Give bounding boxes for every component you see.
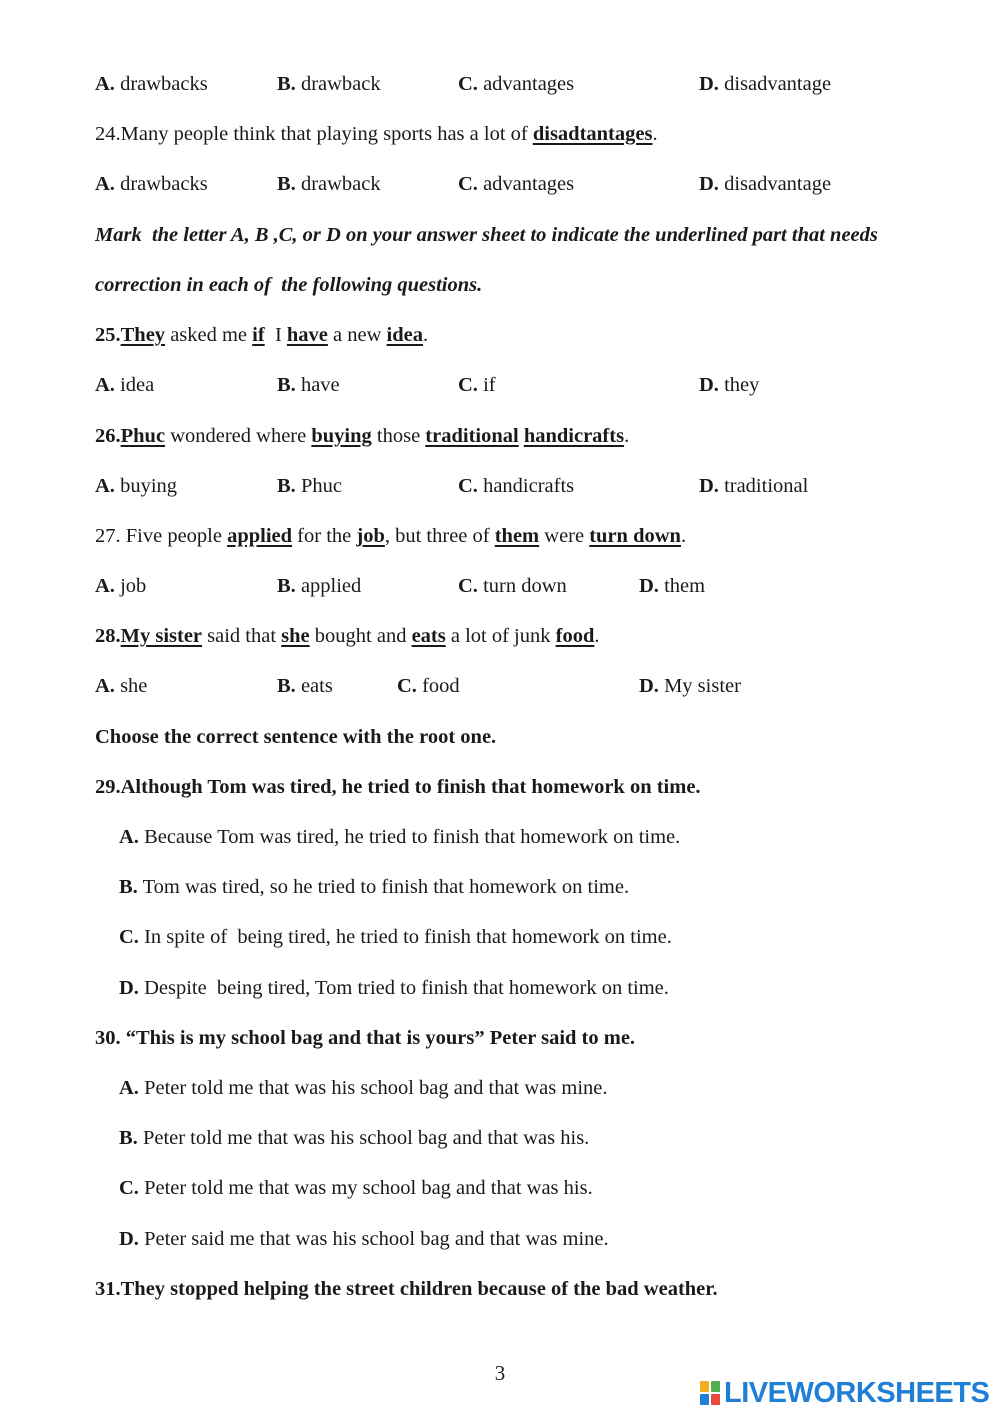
q30-option-d: D. Peter said me that was his school bag and that was mine. bbox=[119, 1228, 609, 1250]
q25-option-d: D. they bbox=[699, 374, 760, 396]
q27-option-b: B. applied bbox=[277, 575, 362, 597]
question-26: 26.Phuc wondered where buying those traditional handicrafts. bbox=[95, 425, 630, 447]
q27-option-a: A. job bbox=[95, 575, 147, 597]
question-28: 28.My sister said that she bought and eats a lot of junk food. bbox=[95, 625, 600, 647]
q23-option-c: C. advantages bbox=[458, 73, 575, 95]
question-31: 31.They stopped helping the street children because of the bad weather. bbox=[95, 1278, 718, 1300]
q30-option-a: A. Peter told me that was his school bag and that was mine. bbox=[119, 1077, 608, 1099]
question-30: 30. “This is my school bag and that is yours” Peter said to me. bbox=[95, 1027, 636, 1049]
q23-option-d: D. disadvantage bbox=[699, 73, 832, 95]
q24-option-b: B. drawback bbox=[277, 173, 381, 195]
question-25: 25.They asked me if I have a new idea. bbox=[95, 324, 429, 346]
q24-option-d: D. disadvantage bbox=[699, 173, 832, 195]
q24-option-c: C. advantages bbox=[458, 173, 575, 195]
q27-option-d: D. them bbox=[639, 575, 706, 597]
liveworksheets-logo bbox=[700, 1378, 989, 1408]
q29-option-c: C. In spite of being tired, he tried to finish that homework on time. bbox=[119, 926, 672, 948]
instruction-error-correction-line2: correction in each of the following questions. bbox=[95, 274, 483, 296]
question-27: 27. Five people applied for the job, but three of them were turn down. bbox=[95, 525, 687, 547]
q25-option-c: C. if bbox=[458, 374, 496, 396]
page-number: 3 bbox=[494, 1361, 506, 1385]
q23-option-b: B. drawback bbox=[277, 73, 381, 95]
q30-option-b: B. Peter told me that was his school bag and that was his. bbox=[119, 1127, 590, 1149]
logo-text-worksheets: WORKSHEETS bbox=[786, 1376, 990, 1409]
liveworksheets-logo-icon bbox=[700, 1381, 720, 1405]
q28-option-a: A. she bbox=[95, 675, 148, 697]
q29-option-d: D. Despite being tired, Tom tried to finish that homework on time. bbox=[119, 977, 669, 999]
q24-option-a: A. drawbacks bbox=[95, 173, 208, 195]
q26-option-d: D. traditional bbox=[699, 475, 809, 497]
q29-option-b: B. Tom was tired, so he tried to finish that homework on time. bbox=[119, 876, 630, 898]
q26-option-b: B. Phuc bbox=[277, 475, 342, 497]
q25-option-a: A. idea bbox=[95, 374, 155, 396]
q30-option-c: C. Peter told me that was my school bag and that was his. bbox=[119, 1177, 593, 1199]
question-24: 24.Many people think that playing sports has a lot of disadtantages. bbox=[95, 123, 658, 145]
instruction-rewrite: Choose the correct sentence with the root one. bbox=[95, 726, 497, 748]
q26-option-a: A. buying bbox=[95, 475, 178, 497]
q25-option-b: B. have bbox=[277, 374, 340, 396]
q28-option-c: C. food bbox=[397, 675, 460, 697]
instruction-error-correction-line1: Mark the letter A, B ,C, or D on your answer sheet to indicate the underlined part that needs bbox=[95, 224, 878, 246]
q28-option-d: D. My sister bbox=[639, 675, 741, 697]
q29-option-a: A. Because Tom was tired, he tried to finish that homework on time. bbox=[119, 826, 681, 848]
question-29: 29.Although Tom was tired, he tried to finish that homework on time. bbox=[95, 776, 701, 798]
q27-option-c: C. turn down bbox=[458, 575, 567, 597]
q28-option-b: B. eats bbox=[277, 675, 333, 697]
q23-option-a: A. drawbacks bbox=[95, 73, 208, 95]
q26-option-c: C. handicrafts bbox=[458, 475, 575, 497]
logo-text-live: LIVE bbox=[724, 1376, 787, 1409]
